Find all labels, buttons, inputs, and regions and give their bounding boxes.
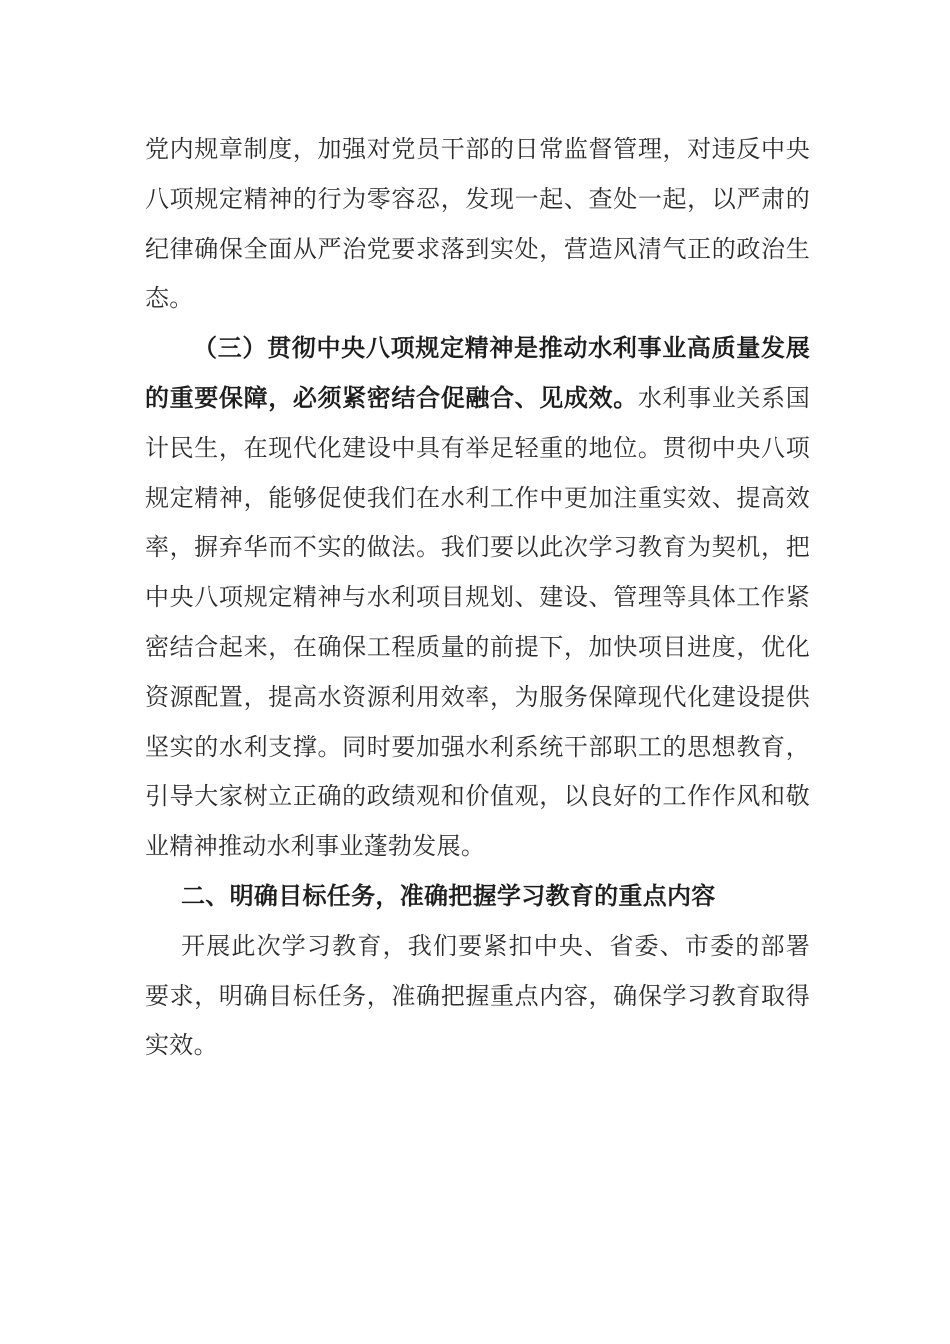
paragraph-intro: 开展此次学习教育，我们要紧扣中央、省委、市委的部署要求，明确目标任务，准确把握重点内容，确保学习教育取得实效。 — [145, 931, 810, 1060]
paragraph-continued: 党内规章制度，加强对党员干部的日常监督管理，对违反中央八项规定精神的行为零容忍，发现一起、查处一起，以严肃的纪律确保全面从严治党要求落到实处，营造风清气正的政治生态。 — [145, 135, 810, 313]
section-three-lead: （三）贯彻中央八项规定精神是推动水利事业高质量发展的重要保障，必须紧密结合促融合、见成效。 — [145, 334, 810, 412]
document-body — [145, 125, 810, 1071]
paragraph-section-three — [145, 324, 810, 872]
section-heading: 二、明确目标任务，准确把握学习教育的重点内容 — [181, 881, 716, 910]
section-three-body: 水利事业关系国计民生，在现代化建设中具有举足轻重的地位。贯彻中央八项规定精神，能够促使我们在水利工作中更加注重实效、提高效率，摒弃华而不实的做法。我们要以此次学习教育为契机，把中央八项规定精神与水利项目规划、建设、管理等具体工作紧密结合起来，在确保工程质量的前提下，加快项目进度，优化资源配置，提高水资源利用效率，为服务保障现代化建设提供坚实的水利支撑。同时要加强水利系统干部职工的思想教育，引导大家树立正确的政绩观和价值观，以良好的工作作风和敬业精神推动水利事业蓬勃发展。 — [145, 383, 810, 861]
